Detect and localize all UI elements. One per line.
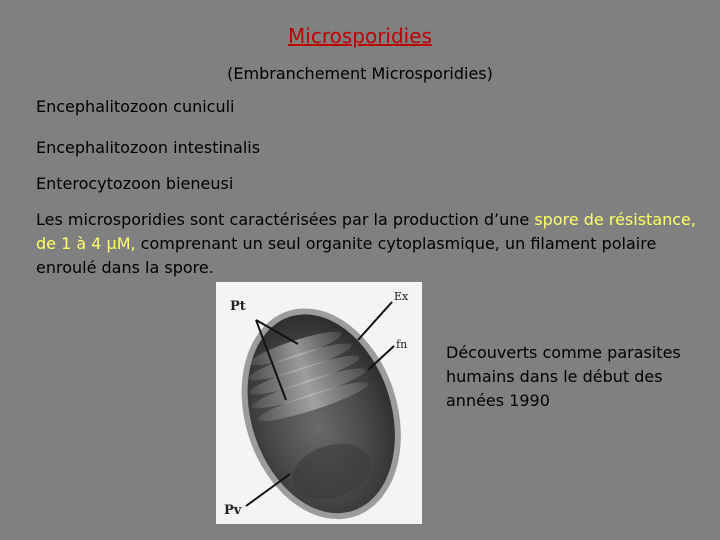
slide-subtitle: (Embranchement Microsporidies) (227, 64, 493, 83)
spore-micrograph (216, 282, 422, 524)
figure-caption: Découverts comme parasites humains dans le début des années 1990 (446, 343, 681, 410)
species-item: Encephalitozoon intestinalis (36, 138, 261, 157)
label-ex: Ex (394, 290, 409, 303)
description-highlight: spore de résistance, de 1 à 4 µM, (36, 210, 696, 253)
description-text-end: comprenant un seul organite cytoplasmique, un filament polaire enroulé dans la spore. (36, 234, 657, 277)
label-pt: Pt (230, 299, 246, 314)
description-text: Les microsporidies sont caractérisées par la production d’une (36, 210, 535, 229)
species-item: Enterocytozoon bieneusi (36, 174, 234, 193)
slide-title: Microsporidies (288, 24, 432, 48)
species-item: Encephalitozoon cuniculi (36, 97, 235, 116)
description-paragraph (36, 208, 706, 280)
label-pv: Pv (224, 503, 242, 518)
spore-micrograph-image (216, 282, 422, 524)
label-fn: fn (396, 338, 408, 351)
